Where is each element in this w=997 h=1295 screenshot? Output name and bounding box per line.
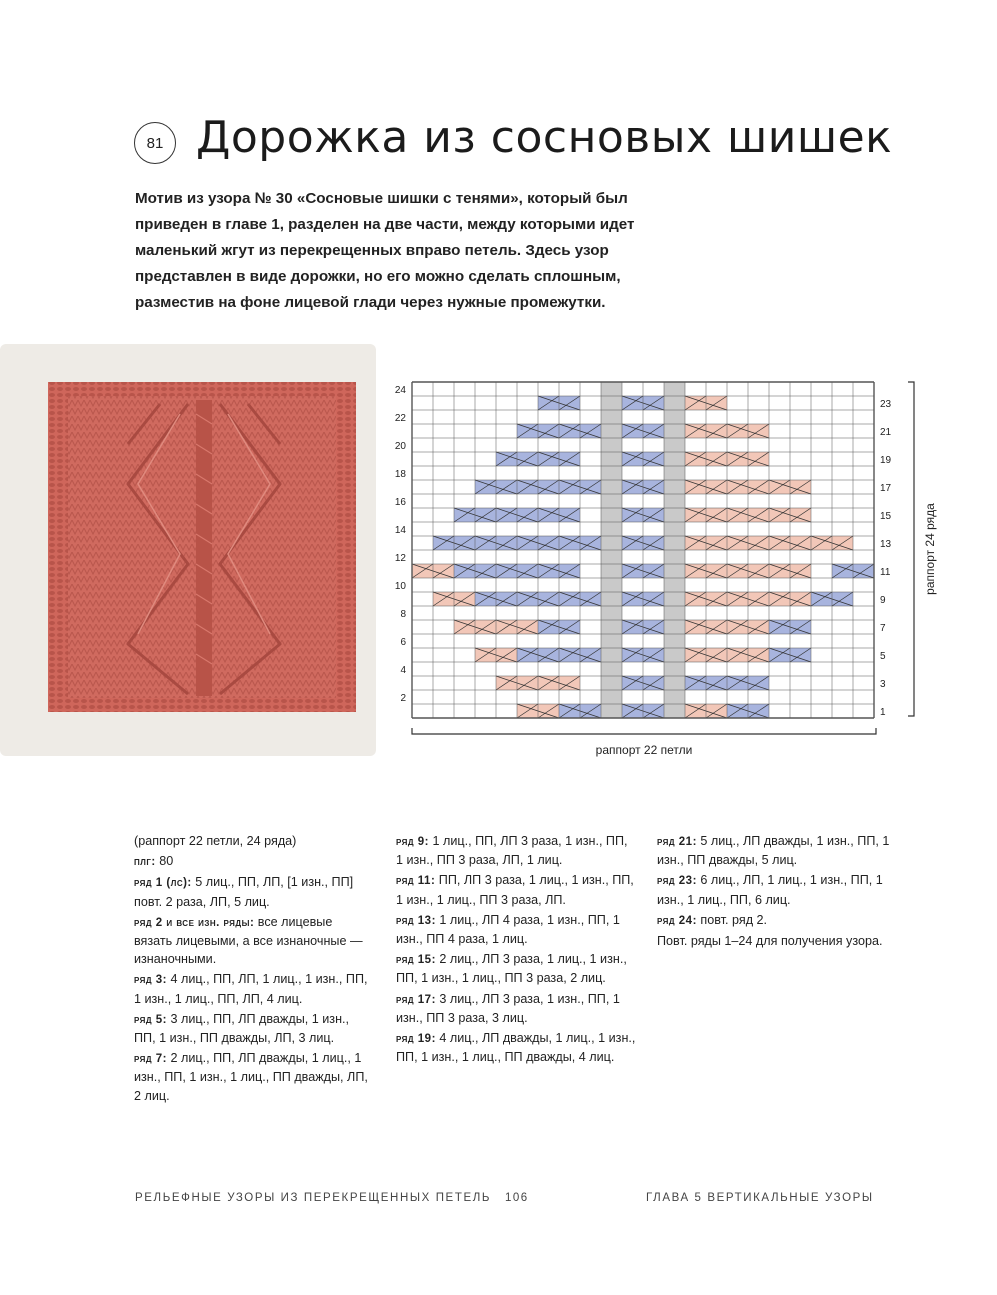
instruction-row-label: ряд 2 и все изн. ряды:	[134, 916, 255, 929]
swatch-photo	[0, 344, 376, 756]
instruction-text: ПП, ЛП 3 раза, 1 лиц., 1 изн., ПП, 1 изн., 1 лиц., ПП 3 раза, ЛП.	[396, 873, 634, 907]
intro-paragraph: Мотив из узора № 30 «Сосновые шишки с тенями», который был приведен в главе 1, разделен на две части, между которыми идет маленький жгут из перекрещенных вправо петель. Здесь узор представлен в виде дорожки, но его можно сделать сплошным, разместив на фоне лицевой глади через нужные промежутки.	[135, 190, 635, 311]
instruction-text: 4 лиц., ПП, ЛП, 1 лиц., 1 изн., ПП, 1 изн., 1 лиц., ПП, ЛП, 4 лиц.	[134, 972, 368, 1006]
instruction-row-label: ряд 3:	[134, 974, 168, 987]
row-label-right: 13	[880, 539, 892, 550]
instructions-column-1	[134, 832, 374, 1107]
side-caption: раппорт 24 ряда	[923, 503, 937, 595]
row-label-right: 23	[880, 399, 892, 410]
side-bracket	[908, 382, 914, 716]
instructions-column-3	[657, 832, 902, 952]
instruction-text: 1 лиц., ЛП 4 раза, 1 изн., ПП, 1 изн., ПП 4 раза, 1 лиц.	[396, 912, 620, 947]
pattern-number: 81	[146, 134, 164, 152]
row-label-left: 14	[394, 525, 406, 536]
row-label-right: 1	[880, 707, 886, 718]
instruction-row-label: плг:	[134, 856, 156, 869]
instruction-row-label: ряд 21:	[657, 836, 697, 848]
instruction-text: 3 лиц., ЛП 3 раза, 1 изн., ПП, 1 изн., ПП 3 раза, 3 лиц.	[396, 991, 620, 1025]
row-label-left: 6	[400, 637, 406, 648]
row-label-right: 9	[880, 595, 886, 606]
footer-chapter: ГЛАВА 5 ВЕРТИКАЛЬНЫЕ УЗОРЫ	[646, 1192, 874, 1204]
instruction-row-label: ряд 11:	[396, 875, 436, 888]
instruction-line	[134, 832, 374, 850]
instruction-line	[396, 871, 636, 908]
instruction-line	[396, 950, 636, 987]
instruction-text: (раппорт 22 петли, 24 ряда)	[134, 834, 297, 848]
instruction-row-label: ряд 23:	[657, 875, 697, 888]
instruction-row-label: ряд 13:	[396, 914, 436, 927]
row-label-left: 22	[394, 413, 406, 424]
instruction-row-label: ряд 17:	[396, 993, 436, 1006]
instruction-text: 80	[155, 854, 174, 869]
instruction-line	[657, 911, 902, 930]
row-label-left: 18	[394, 469, 406, 480]
instruction-line	[134, 1010, 374, 1047]
instruction-line	[396, 990, 636, 1027]
row-label-right: 21	[880, 427, 892, 438]
instruction-line	[134, 873, 374, 910]
row-label-right: 19	[880, 455, 892, 466]
instruction-line	[657, 932, 902, 950]
instruction-text: 3 лиц., ПП, ЛП дважды, 1 изн., ПП, 1 изн., ПП дважды, ЛП, 3 лиц.	[134, 1011, 350, 1046]
row-label-left: 10	[394, 581, 406, 592]
instruction-text: 2 лиц., ПП, ЛП дважды, 1 лиц., 1 изн., ПП, 1 изн., 1 лиц., ПП дважды, ЛП, 2 лиц.	[134, 1051, 368, 1103]
bottom-caption: раппорт 22 петли	[595, 743, 693, 757]
instruction-text: 1 лиц., ПП, ЛП 3 раза, 1 изн., ПП, 1 изн., ПП 3 раза, ЛП, 1 лиц.	[396, 834, 628, 868]
pattern-number-badge	[134, 122, 176, 164]
instruction-line	[657, 832, 902, 869]
footer-section-title: РЕЛЬЕФНЫЕ УЗОРЫ ИЗ ПЕРЕКРЕЩЕННЫХ ПЕТЕЛЬ	[135, 1192, 492, 1204]
instruction-row-label: ряд 19:	[396, 1033, 436, 1046]
row-label-right: 7	[880, 623, 886, 634]
row-label-right: 17	[880, 483, 892, 494]
instruction-line	[396, 832, 636, 869]
instruction-row-label: ряд 1 (лс):	[134, 877, 192, 890]
instruction-row-label: ряд 9:	[396, 836, 430, 848]
instruction-text: 5 лиц., ПП, ЛП, [1 изн., ПП] повт. 2 раза, ЛП, 5 лиц.	[134, 875, 354, 909]
instruction-line	[134, 1049, 374, 1105]
row-label-left: 2	[400, 693, 406, 704]
row-label-right: 15	[880, 511, 892, 522]
instruction-text: 4 лиц., ЛП дважды, 1 лиц., 1 изн., ПП, 1 изн., 1 лиц., ПП дважды, 4 лиц.	[396, 1031, 636, 1065]
row-label-right: 5	[880, 651, 886, 662]
row-label-left: 20	[394, 441, 406, 452]
instruction-row-label: ряд 24:	[657, 914, 697, 927]
row-label-right: 3	[880, 679, 886, 690]
instruction-line	[134, 970, 374, 1007]
instruction-text: Повт. ряды 1–24 для получения узора.	[657, 934, 883, 949]
row-label-left: 24	[394, 385, 406, 396]
instruction-line	[396, 1029, 636, 1066]
knitting-chart	[386, 372, 946, 772]
instructions-column-2	[396, 832, 636, 1068]
instruction-line	[396, 911, 636, 948]
bottom-bracket	[412, 728, 876, 734]
page-title: Дорожка из сосновых шишек	[196, 112, 893, 163]
chart-grid	[412, 382, 874, 718]
row-label-right: 11	[880, 567, 891, 578]
row-label-left: 8	[400, 609, 406, 620]
instruction-line	[657, 871, 902, 908]
row-label-left: 4	[400, 665, 406, 676]
row-label-left: 12	[394, 553, 406, 564]
instruction-text: все лицевые вязать лицевыми, а все изнаночные — изнаночными.	[134, 914, 363, 967]
instruction-text: повт. ряд 2.	[696, 912, 768, 927]
instruction-text: 6 лиц., ЛП, 1 лиц., 1 изн., ПП, 1 изн., 1 лиц., ПП, 6 лиц.	[657, 873, 883, 907]
instruction-line	[134, 852, 374, 871]
instruction-row-label: ряд 15:	[396, 954, 436, 967]
instruction-row-label: ряд 7:	[134, 1053, 168, 1066]
instruction-text: 2 лиц., ЛП 3 раза, 1 лиц., 1 изн., ПП, 1 изн., 1 лиц., ПП 3 раза, 2 лиц.	[396, 952, 627, 986]
page-number: 106	[505, 1192, 529, 1204]
instruction-text: 5 лиц., ЛП дважды, 1 изн., ПП, 1 изн., ПП дважды, 5 лиц.	[657, 834, 890, 868]
row-label-left: 16	[394, 497, 406, 508]
instruction-line	[134, 913, 374, 969]
instruction-row-label: ряд 5:	[134, 1013, 168, 1026]
